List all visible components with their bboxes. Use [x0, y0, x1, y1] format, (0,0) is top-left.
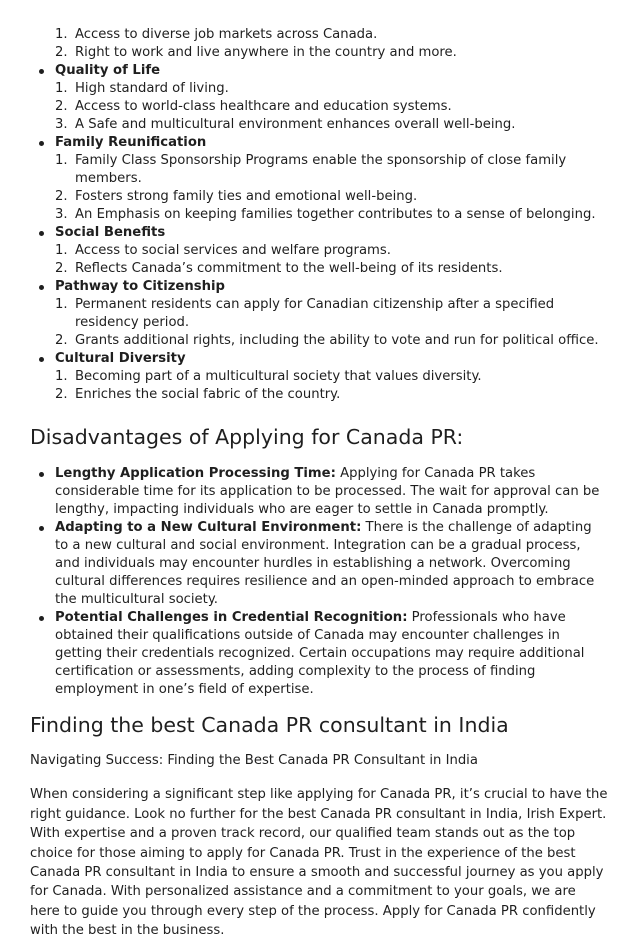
- disadvantage-item: [30, 609, 608, 699]
- benefit-item: [30, 242, 608, 260]
- benefit-category: [30, 134, 608, 152]
- benefit-item: [30, 332, 608, 350]
- disadvantages-heading: Disadvantages of Applying for Canada PR:: [30, 425, 464, 449]
- item-number: 1.: [55, 27, 68, 42]
- benefit-item: [30, 44, 608, 62]
- benefit-item: [30, 26, 608, 44]
- disadvantage-text: Professionals who have obtained their qualifications outside of Canada may encounter challenges in getting their credentials recognized. Certain occupations may require additional certification or assessments, adding complexity to the process of finding employment in one’s field of expertise.: [55, 610, 585, 697]
- item-number: 2.: [55, 189, 68, 204]
- disadvantage-text: There is the challenge of adapting to a new cultural and social environment. Integration can be a gradual process, and individuals may encounter hurdles in establishing a network. Overcoming cultural differences requires resilience and an open-minded approach to embrace the multicultural society.: [55, 520, 595, 607]
- benefit-item: [30, 368, 608, 386]
- benefit-item: [30, 116, 608, 134]
- item-number: 3.: [55, 117, 68, 132]
- item-number: 1.: [55, 297, 68, 312]
- benefit-item: [30, 296, 608, 332]
- bullet-dot-icon: [39, 616, 44, 621]
- bullet-dot-icon: [39, 526, 44, 531]
- benefit-item-text: Becoming part of a multicultural society that values diversity.: [75, 369, 482, 384]
- item-number: 2.: [55, 333, 68, 348]
- benefit-item-text: An Emphasis on keeping families together contributes to a sense of belonging.: [75, 207, 596, 222]
- benefit-item-text: A Safe and multicultural environment enhances overall well-being.: [75, 117, 516, 132]
- benefit-item: [30, 260, 608, 278]
- disadvantage-item: [30, 519, 608, 609]
- benefit-item-text: Fosters strong family ties and emotional well-being.: [75, 189, 418, 204]
- item-number: 1.: [55, 243, 68, 258]
- disadvantage-label: Lengthy Application Processing Time:: [55, 466, 336, 481]
- item-number: 2.: [55, 261, 68, 276]
- item-number: 1.: [55, 369, 68, 384]
- disadvantage-text: Applying for Canada PR takes considerable time for its application to be processed. The wait for approval can be lengthy, impacting individuals who are eager to settle in Canada promptly.: [55, 466, 600, 517]
- disadvantage-label: Potential Challenges in Credential Recognition:: [55, 610, 408, 625]
- bullet-dot-icon: [39, 285, 44, 290]
- benefit-category-label: Social Benefits: [55, 225, 166, 240]
- bullet-dot-icon: [39, 231, 44, 236]
- item-number: 2.: [55, 387, 68, 402]
- bullet-dot-icon: [39, 69, 44, 74]
- benefit-item-text: Grants additional rights, including the ability to vote and run for political office.: [75, 333, 599, 348]
- item-number: 1.: [55, 81, 68, 96]
- benefit-item-text: Family Class Sponsorship Programs enable the sponsorship of close family members.: [75, 153, 567, 186]
- consultant-paragraph: When considering a significant step like applying for Canada PR, it’s crucial to have the right guidance. Look no further for the best Canada PR consultant in India, Irish Expert. With expertise and a proven track record, our qualified team stands out as the top choice for those aiming to apply for Canada PR. Trust in the experience of the best Canada PR consultant in India to ensure a smooth and successful journey as you apply for Canada. With personalized assistance and a commitment to your goals, we are here to guide you through every step of the process. Apply for Canada PR confidently with the best in the business.: [30, 787, 608, 939]
- benefit-category-label: Family Reunification: [55, 135, 207, 150]
- benefit-item: [30, 188, 608, 206]
- benefit-item: [30, 98, 608, 116]
- benefit-item: [30, 386, 608, 404]
- item-number: 2.: [55, 99, 68, 114]
- benefit-item-text: Right to work and live anywhere in the country and more.: [75, 45, 457, 60]
- benefit-item-text: Access to world-class healthcare and education systems.: [75, 99, 452, 114]
- disadvantage-label: Adapting to a New Cultural Environment:: [55, 520, 362, 535]
- disadvantage-item: [30, 465, 608, 519]
- benefit-item-text: High standard of living.: [75, 81, 229, 96]
- disadvantages-list: [30, 465, 608, 699]
- benefit-item-text: Access to social services and welfare programs.: [75, 243, 391, 258]
- bullet-dot-icon: [39, 472, 44, 477]
- benefit-category: [30, 278, 608, 296]
- benefit-item: [30, 152, 608, 188]
- benefit-item-text: Enriches the social fabric of the country.: [75, 387, 341, 402]
- benefit-category-label: Quality of Life: [55, 63, 161, 78]
- item-number: 1.: [55, 153, 68, 168]
- benefit-item-text: Reflects Canada’s commitment to the well-being of its residents.: [75, 261, 503, 276]
- item-number: 2.: [55, 45, 68, 60]
- consultant-subtitle: Navigating Success: Finding the Best Canada PR Consultant in India: [30, 753, 478, 768]
- benefit-category-label: Cultural Diversity: [55, 351, 186, 366]
- consultant-heading: Finding the best Canada PR consultant in India: [30, 713, 509, 737]
- bullet-dot-icon: [39, 357, 44, 362]
- benefit-category: [30, 62, 608, 80]
- benefit-item-text: Access to diverse job markets across Canada.: [75, 27, 378, 42]
- benefits-list: [30, 26, 608, 404]
- bullet-dot-icon: [39, 141, 44, 146]
- benefit-category: [30, 224, 608, 242]
- benefit-item: [30, 80, 608, 98]
- benefit-category: [30, 350, 608, 368]
- item-number: 3.: [55, 207, 68, 222]
- benefit-item-text: Permanent residents can apply for Canadian citizenship after a specified residency period.: [75, 297, 555, 330]
- benefit-category-label: Pathway to Citizenship: [55, 279, 225, 294]
- benefit-item: [30, 206, 608, 224]
